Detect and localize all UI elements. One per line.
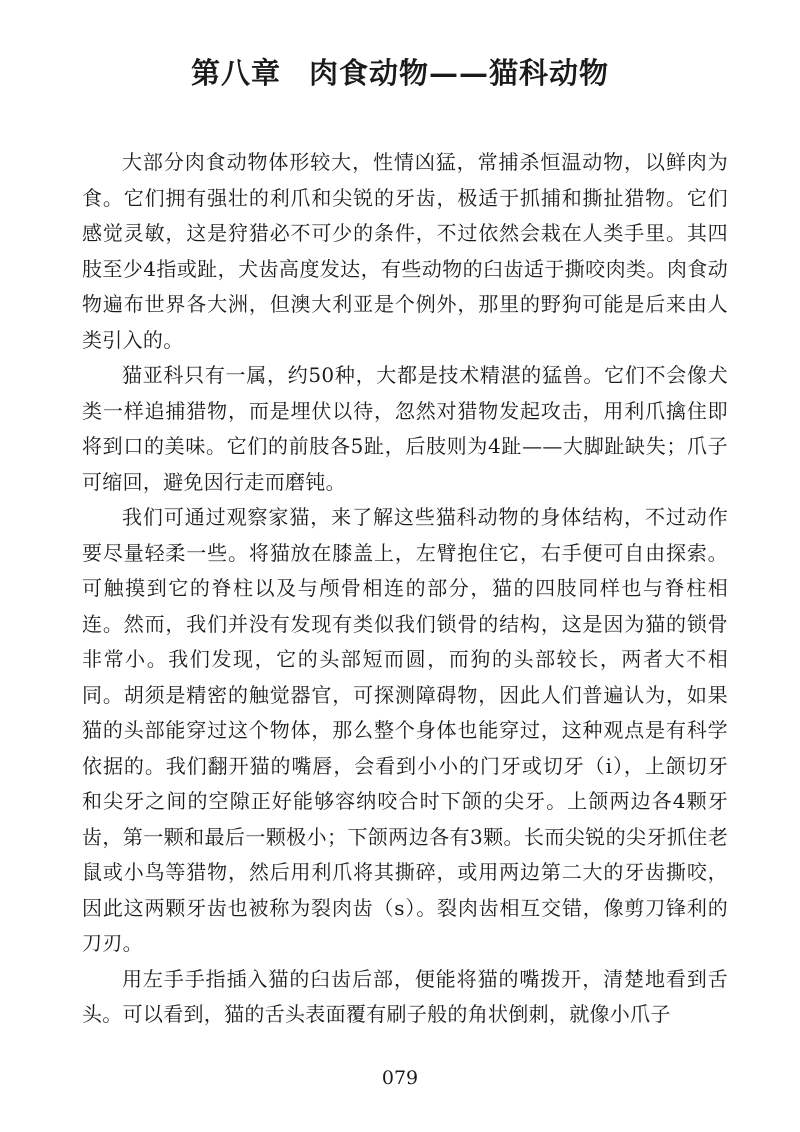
paragraph-felinae: 猫亚科只有一属，约50种，大都是技术精湛的猛兽。它们不会像犬类一样追捕猎物，而是埋伏以待，忽然对猎物发起攻击，用利爪擒住即将到口的美味。它们的前肢各5趾，后肢则为4趾——大脚趾缺失；爪子可缩回，避免因行走而磨钝。 (82, 363, 728, 494)
page-number: 079 (381, 1067, 419, 1089)
chapter-name: 肉食动物——猫科动物 (309, 56, 610, 90)
chapter-body (82, 145, 728, 1033)
paragraph-carnivores: 大部分肉食动物体形较大，性情凶猛，常捕杀恒温动物，以鲜肉为食。它们拥有强壮的利爪和尖锐的牙齿，极适于抓捕和撕扯猎物。它们感觉灵敏，这是狩猎必不可少的条件，不过依然会栽在人类手里。其四肢至少4指或趾，犬齿高度发达，有些动物的臼齿适于撕咬肉类。肉食动物遍布世界各大洲，但澳大利亚是个例外，那里的野狗可能是后来由人类引入的。 (82, 150, 728, 352)
chapter-number: 第八章 (190, 56, 281, 90)
paragraph-cat-tongue: 用左手手指插入猫的臼齿后部，便能将猫的嘴拨开，清楚地看到舌头。可以看到，猫的舌头表面覆有刷子般的角状倒刺，就像小爪子 (82, 966, 728, 1026)
chapter-title (0, 48, 800, 98)
paragraph-cat-anatomy: 我们可通过观察家猫，来了解这些猫科动物的身体结构，不过动作要尽量轻柔一些。将猫放在膝盖上，左臂抱住它，右手便可自由探索。可触摸到它的脊柱以及与颅骨相连的部分，猫的四肢同样也与脊柱相连。然而，我们并没有发现有类似我们锁骨的结构，这是因为猫的锁骨非常小。我们发现，它的头部短而圆，而狗的头部较长，两者大不相同。胡须是精密的触觉器官，可探测障碍物，因此人们普遍认为，如果猫的头部能穿过这个物体，那么整个身体也能穿过，这种观点是有科学依据的。我们翻开猫的嘴唇，会看到小小的门牙或切牙（i），上颌切牙和尖牙之间的空隙正好能够容纳咬合时下颌的尖牙。上颌两边各4颗牙齿，第一颗和最后一颗极小；下颌两边各有3颗。长而尖锐的尖牙抓住老鼠或小鸟等猎物，然后用利爪将其撕碎，或用两边第二大的牙齿撕咬，因此这两颗牙齿也被称为裂肉齿（s）。裂肉齿相互交错，像剪刀锋利的刀刃。 (82, 505, 728, 955)
